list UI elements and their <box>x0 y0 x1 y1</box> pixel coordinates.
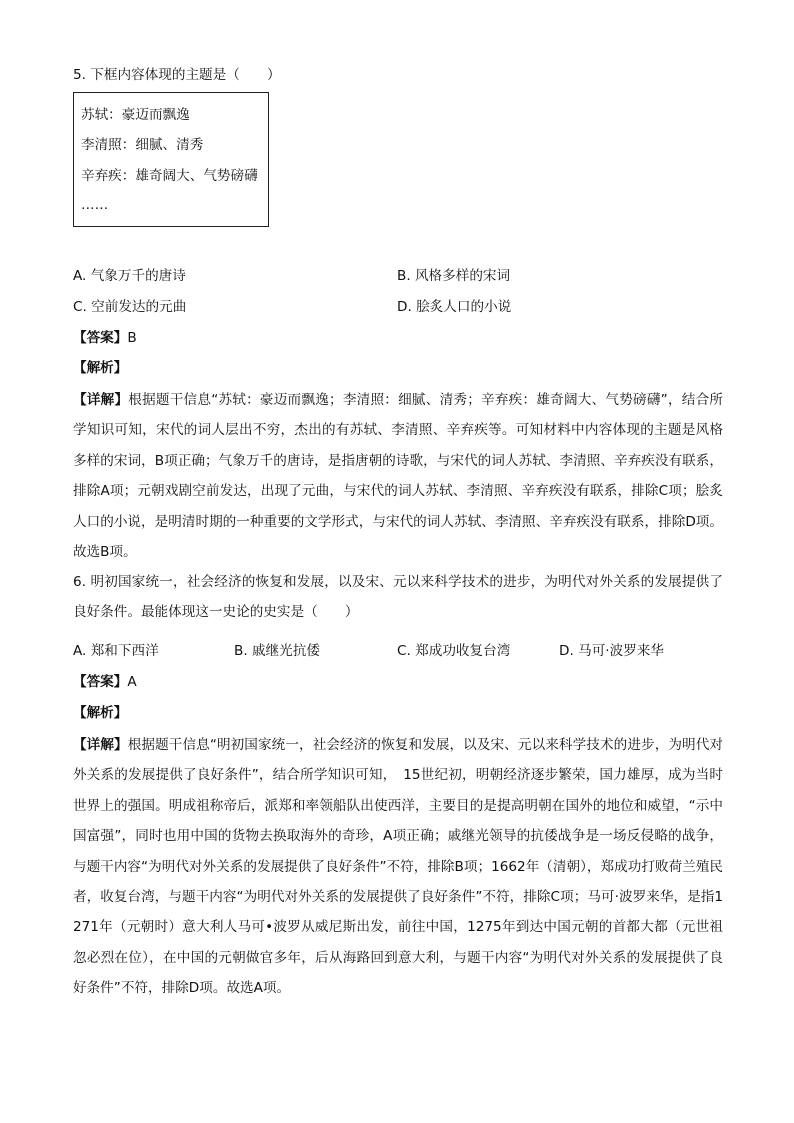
q5-box-line-4: …… <box>81 197 109 213</box>
q5-detail-tag: 【详解】 <box>73 392 129 408</box>
q6-answer <box>73 672 137 692</box>
q6-option-a: A. 郑和下西洋 <box>73 643 159 659</box>
q5-box-line-1: 苏轼：豪迈而飘逸 <box>81 107 190 123</box>
q6-option-c: C. 郑成功收复台湾 <box>397 643 511 659</box>
q5-option-b: B. 风格多样的宋词 <box>397 268 511 284</box>
q5-option-d: D. 脍炙人口的小说 <box>397 299 512 315</box>
q5-analysis-tag: 【解析】 <box>73 360 128 376</box>
q5-quote-box <box>73 92 269 227</box>
q6-detail-text: 根据题干信息“明初国家统一，社会经济的恢复和发展，以及宋、元以来科学技术的进步，为明代对外关系的发展提供了良好条件”，结合所学知识可知， 15世纪初，明朝经济逐步繁荣，国力雄厚，成为当时世界上的强国。明成祖称帝后，派郑和率领船队出使西洋，主要目的是提高明朝在国外的地位和威望，“示中国富强”，同时也用中国的货物去换取海外的奇珍，A项正确；戚继光领导的抗倭战争是一场反侵略的战争，与题干内容“为明代对外关系的发展提供了良好条件”不符，排除B项；1662年（清朝），郑成功打败荷兰殖民者，收复台湾，与题干内容“为明代对外关系的发展提供了良好条件”不符，排除C项；马可·波罗来华，是指1271年（元朝时）意大利人马可•波罗从威尼斯出发，前往中国，1275年到达中国元朝的首都大都（元世祖忽必烈在位），在中国的元朝做官多年，后从海路回到意大利，与题干内容“为明代对外关系的发展提供了良好条件”不符，排除D项。故选A项。 <box>73 737 724 997</box>
q5-box-line-2: 李清照：细腻、清秀 <box>81 137 204 153</box>
q5-option-a: A. 气象万千的唐诗 <box>73 268 186 284</box>
q5-answer-tag: 【答案】 <box>73 330 128 346</box>
q5-detail <box>73 385 723 567</box>
q5-box-line-3: 辛弃疾：雄奇阔大、气势磅礴 <box>81 168 258 184</box>
q5-option-c: C. 空前发达的元曲 <box>73 299 187 315</box>
q5-stem: 5. 下框内容体现的主题是（ ） <box>73 67 281 83</box>
q5-detail-text: 根据题干信息“苏轼：豪迈而飘逸；李清照：细腻、清秀；辛弃疾：雄奇阔大、气势磅礴”，结合所学知识可知，宋代的词人层出不穷，杰出的有苏轼、李清照、辛弃疾等。可知材料中内容体现的主题是风格多样的宋词，B项正确；气象万千的唐诗，是指唐朝的诗歌，与宋代的词人苏轼、李清照、辛弃疾没有联系，排除A项；元朝戏剧空前发达，出现了元曲，与宋代的词人苏轼、李清照、辛弃疾没有联系，排除C项；脍炙人口的小说，是明清时期的一种重要的文学形式，与宋代的词人苏轼、李清照、辛弃疾没有联系，排除D项。故选B项。 <box>73 392 723 561</box>
q6-stem: 6. 明初国家统一，社会经济的恢复和发展，以及宋、元以来科学技术的进步，为明代对外关系的发展提供了良好条件。最能体现这一史论的史实是（ ） <box>73 574 723 621</box>
q6-option-b: B. 戚继光抗倭 <box>234 643 320 659</box>
q6-detail-tag: 【详解】 <box>73 737 128 753</box>
q6-answer-tag: 【答案】 <box>73 674 128 690</box>
q6-analysis-tag: 【解析】 <box>73 705 128 721</box>
q6-answer-value: A <box>127 674 137 690</box>
q6-detail <box>73 730 723 1004</box>
q6-option-d: D. 马可·波罗来华 <box>559 643 664 659</box>
q5-answer-value: B <box>127 330 137 346</box>
q5-answer <box>73 328 137 348</box>
